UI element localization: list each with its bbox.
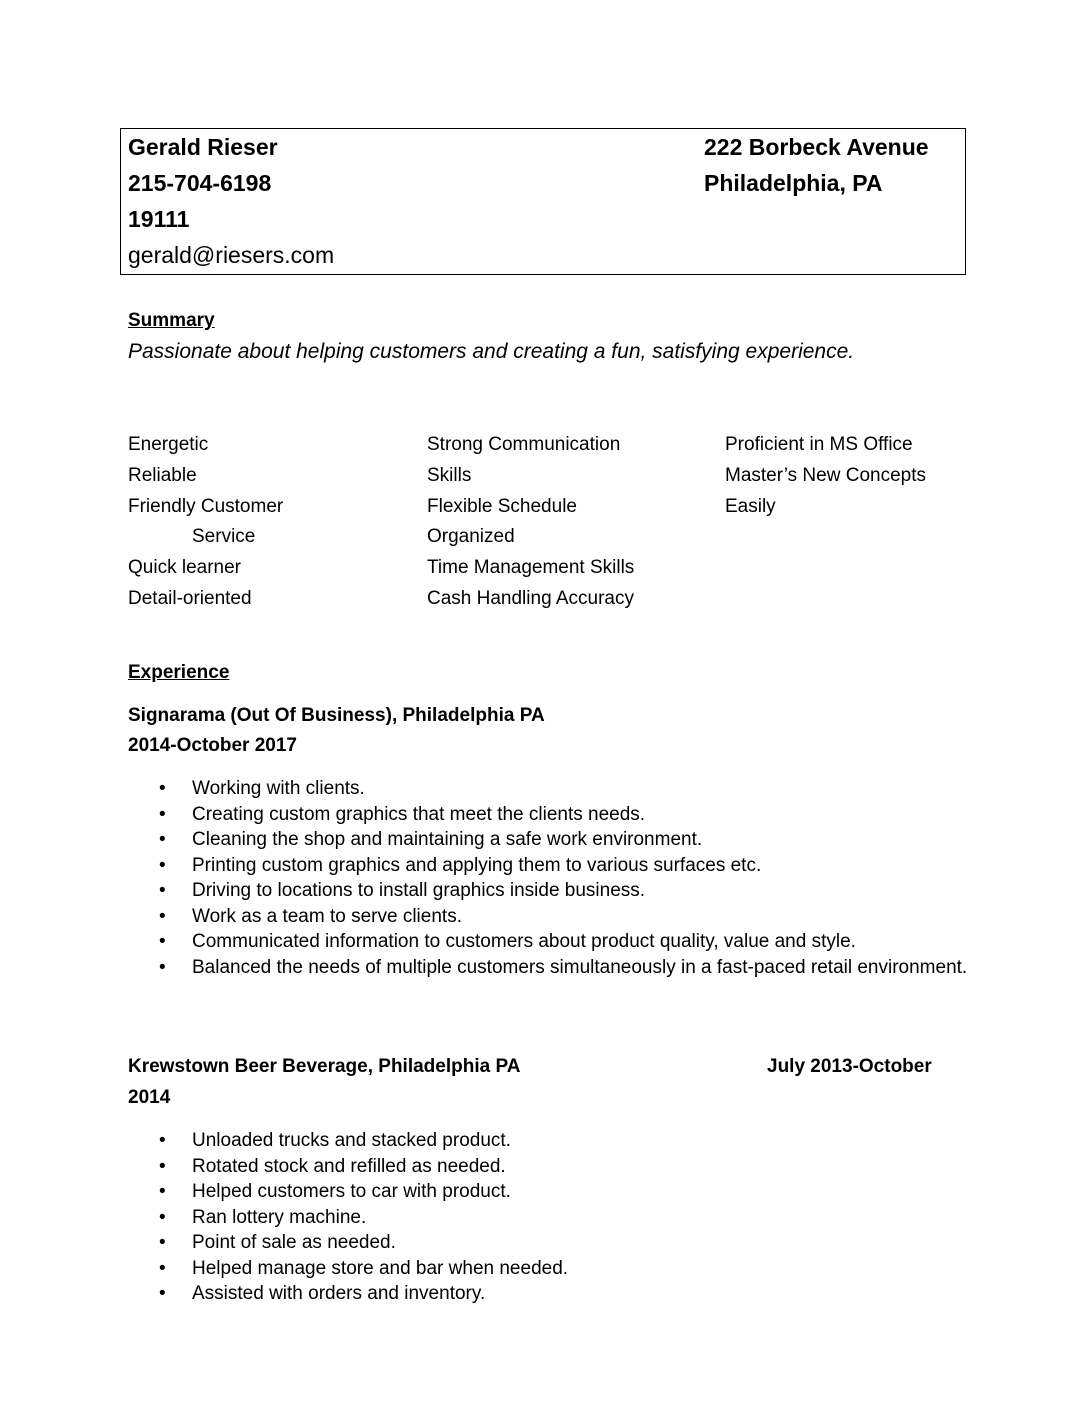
list-item: • Rotated stock and refilled as needed. <box>128 1154 968 1180</box>
experience-heading: Experience <box>128 662 230 683</box>
bullet-icon: • <box>159 931 166 952</box>
list-item: • Work as a team to serve clients. <box>128 904 968 930</box>
contact-zip: 19111 <box>128 206 190 232</box>
contact-street: 222 Borbeck Avenue <box>704 134 929 160</box>
skill-item: Strong Communication <box>427 434 621 455</box>
job-bullet-list <box>128 1128 968 1307</box>
bullet-icon: • <box>159 1257 166 1279</box>
skill-item: Flexible Schedule <box>427 496 577 517</box>
bullet-icon: • <box>159 1283 166 1304</box>
list-item: • Ran lottery machine. <box>128 1205 968 1231</box>
bullet-icon: • <box>159 778 166 799</box>
skill-item: Friendly Customer <box>128 496 284 517</box>
bullet-icon: • <box>159 803 166 825</box>
bullet-icon: • <box>159 905 166 927</box>
job-title-line: Signarama (Out Of Business), Philadelphia PA <box>128 705 545 726</box>
skill-item: Energetic <box>128 434 209 455</box>
list-item: • Driving to locations to install graphics inside business. <box>128 878 968 904</box>
skill-item: Proficient in MS Office <box>725 434 913 455</box>
list-item: • Communicated information to customers about product quality, value and style. <box>128 929 968 955</box>
job-dates-wrap: 2014 <box>128 1087 171 1108</box>
list-item: • Unloaded trucks and stacked product. <box>128 1128 968 1154</box>
skill-item: Master’s New Concepts <box>725 465 926 486</box>
job-bullet-list <box>128 776 968 980</box>
job-dates: July 2013-October <box>767 1056 932 1077</box>
skill-item: Cash Handling Accuracy <box>427 588 634 609</box>
skill-item: Organized <box>427 526 515 547</box>
skill-item: Service <box>192 526 256 547</box>
bullet-icon: • <box>159 1181 166 1202</box>
list-item: • Printing custom graphics and applying them to various surfaces etc. <box>128 853 968 879</box>
list-item: • Working with clients. <box>128 776 968 802</box>
list-item: • Creating custom graphics that meet the clients needs. <box>128 802 968 828</box>
bullet-icon: • <box>159 1232 166 1253</box>
skill-item: Time Management Skills <box>427 557 635 578</box>
bullet-icon: • <box>159 1155 166 1177</box>
list-item: • Helped manage store and bar when needed. <box>128 1256 968 1282</box>
summary-text: Passionate about helping customers and creating a fun, satisfying experience. <box>128 340 855 363</box>
skill-item: Reliable <box>128 465 197 486</box>
list-item: • Assisted with orders and inventory. <box>128 1281 968 1307</box>
bullet-icon: • <box>159 880 166 901</box>
contact-phone: 215-704-6198 <box>128 170 272 196</box>
bullet-icon: • <box>159 829 166 850</box>
job-title-line: Krewstown Beer Beverage, Philadelphia PA <box>128 1056 521 1077</box>
job-dates: 2014-October 2017 <box>128 735 297 756</box>
skill-item: Easily <box>725 496 776 517</box>
contact-email[interactable]: gerald@riesers.com <box>128 242 335 268</box>
summary-heading: Summary <box>128 310 215 331</box>
list-item: • Cleaning the shop and maintaining a safe work environment. <box>128 827 968 853</box>
list-item: • Balanced the needs of multiple customers simultaneously in a fast-paced retail environment. <box>128 955 1022 981</box>
bullet-icon: • <box>159 1206 166 1228</box>
contact-name: Gerald Rieser <box>128 134 278 160</box>
skill-item: Quick learner <box>128 557 241 578</box>
contact-header-box <box>120 128 966 275</box>
skill-item: Detail-oriented <box>128 588 252 609</box>
bullet-icon: • <box>159 854 166 876</box>
list-item: • Point of sale as needed. <box>128 1230 968 1256</box>
bullet-icon: • <box>159 956 166 978</box>
bullet-icon: • <box>159 1130 166 1151</box>
contact-city: Philadelphia, PA <box>704 170 883 196</box>
skill-item: Skills <box>427 465 472 486</box>
list-item: • Helped customers to car with product. <box>128 1179 968 1205</box>
